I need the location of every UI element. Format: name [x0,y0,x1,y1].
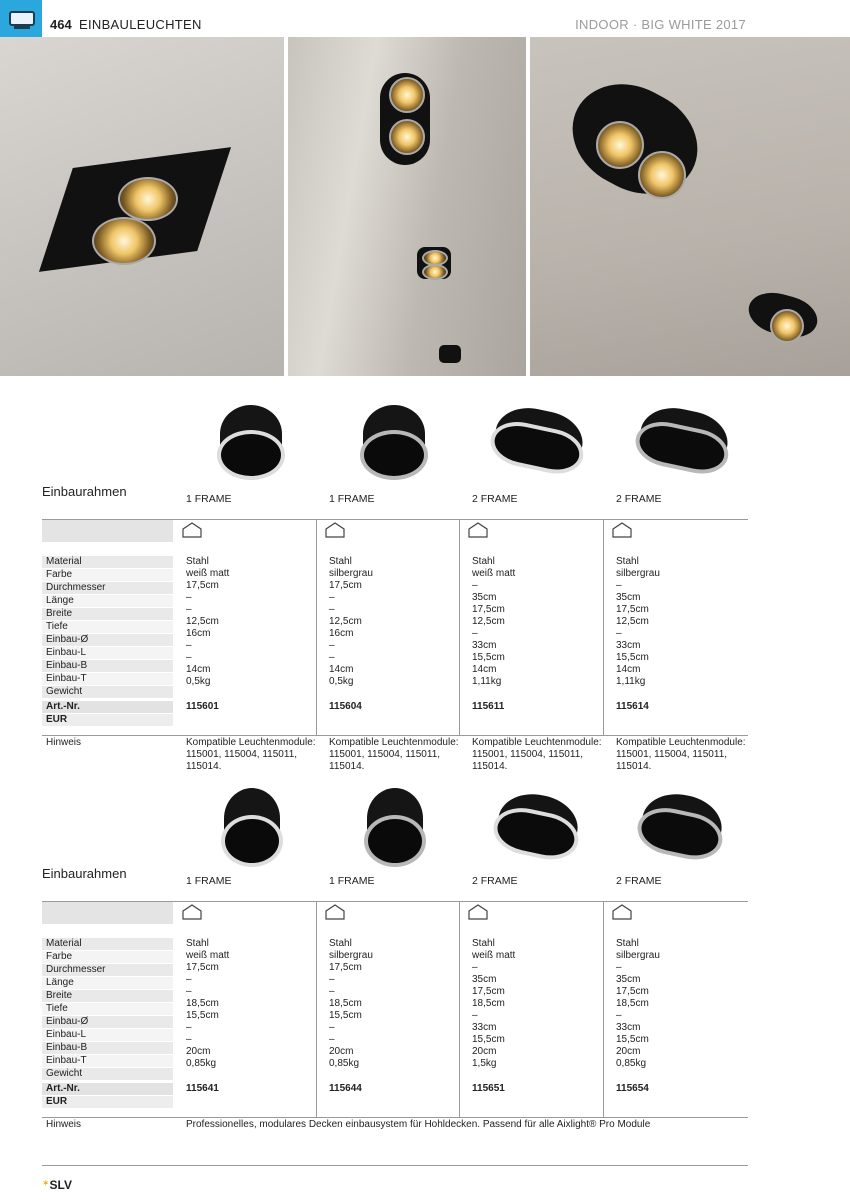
hint-text: Kompatible Leuchtenmodule: 115001, 115004, 115011, 115014. [329,737,459,772]
spec-value: – [329,1034,335,1045]
spec-value: – [329,592,335,603]
spec-value: 18,5cm [186,998,219,1009]
spec-value: – [472,580,478,591]
brand-logo [42,1178,72,1192]
spec-value: – [616,962,622,973]
spec-value: 33cm [616,640,641,651]
column-divider [316,519,317,735]
hint-label: Hinweis [46,1119,82,1130]
house-outline-icon [325,522,345,538]
spec-value: 16cm [186,628,211,639]
spec-value: – [616,580,622,591]
spec-label: Länge [42,977,173,990]
spec-value: Stahl [329,938,352,949]
art-nr-value: 115654 [616,1083,649,1094]
spec-value: 18,5cm [472,998,505,1009]
divider [42,1117,748,1118]
art-nr-value: 115651 [472,1083,505,1094]
column-divider [459,519,460,735]
column-divider [459,901,460,1117]
section-title: EINBAULEUCHTEN [79,17,202,32]
eur-label: EUR [42,714,173,727]
spec-value: 20cm [186,1046,211,1057]
divider [42,735,748,736]
ceiling-photo-3 [530,37,850,376]
spec-value: – [616,1010,622,1021]
spec-value: 14cm [616,664,641,675]
spec-value: 12,5cm [329,616,362,627]
spec-value: 35cm [472,592,497,603]
spec-label: Farbe [42,569,173,582]
house-outline-icon [612,904,632,920]
spec-value: – [472,962,478,973]
spec-label: Einbau-B [42,660,173,673]
spec-value: 20cm [472,1046,497,1057]
spec-label: Einbau-Ø [42,1016,173,1029]
spec-value: Stahl [186,938,209,949]
spec-value: 15,5cm [329,1010,362,1021]
frame-label: 1 FRAME [329,493,375,505]
spec-value: 0,5kg [186,676,211,687]
spec-value: 15,5cm [472,1034,505,1045]
spec-value: 18,5cm [329,998,362,1009]
spec-label: Einbau-Ø [42,634,173,647]
column-divider [603,901,604,1117]
hint-text: Kompatible Leuchtenmodule: 115001, 115004, 115011, 115014. [186,737,316,772]
page-number: 464 [50,17,72,32]
spec-value: weiß matt [186,568,230,579]
spec-value: 17,5cm [186,580,219,591]
eur-label: EUR [42,1096,173,1109]
hint-label: Hinweis [46,737,82,748]
spec-value: 16cm [329,628,354,639]
hint-text: Professionelles, modulares Decken einbausystem für Hohldecken. Passend für alle Aixlight® Pro Module [186,1119,651,1130]
spec-value: – [186,640,192,651]
spec-value: – [472,628,478,639]
spec-value: 33cm [472,1022,497,1033]
spec-label: Material [42,938,173,951]
spec-value: 35cm [472,974,497,985]
product-image-115644 [367,788,423,864]
spec-value: 12,5cm [186,616,219,627]
spec-value: 17,5cm [616,604,649,615]
spec-value: 18,5cm [616,998,649,1009]
house-outline-icon [325,904,345,920]
spec-value: – [329,1022,335,1033]
spec-value: 17,5cm [329,962,362,973]
product-image-115641 [224,788,280,864]
footer-divider [42,1165,748,1166]
spec-label: Durchmesser [42,964,173,977]
spec-value: 15,5cm [616,652,649,663]
spec-value: 14cm [329,664,354,675]
spec-value: 12,5cm [472,616,505,627]
monitor-icon [9,11,35,26]
product-image-115601 [220,405,282,477]
spec-column [329,938,373,1070]
art-nr-label: Art.-Nr. [42,701,173,714]
spec-value: Stahl [616,938,639,949]
spec-value: 0,85kg [329,1058,360,1069]
spec-column [472,556,515,688]
spec-value: – [186,652,192,663]
spec-value: 14cm [472,664,497,675]
product-image-115611 [490,401,588,474]
spec-value: 17,5cm [186,962,219,973]
house-outline-icon [468,904,488,920]
spec-value: weiß matt [472,568,516,579]
spec-value: – [329,604,335,615]
ceiling-photo-1 [0,37,284,376]
spec-label: Breite [42,990,173,1003]
spec-value: – [186,1034,192,1045]
spec-value: 12,5cm [616,616,649,627]
spec-value: 35cm [616,974,641,985]
spec-value: 20cm [616,1046,641,1057]
spec-value: 17,5cm [329,580,362,591]
spec-value: weiß matt [472,950,516,961]
frame-label: 1 FRAME [329,875,375,887]
spec-value: 0,5kg [329,676,354,687]
frame-label: 2 FRAME [616,875,662,887]
spec-value: 17,5cm [472,604,505,615]
frame-label: 2 FRAME [472,493,518,505]
spec-column [329,556,373,688]
spec-labels [42,938,173,1081]
spec-value: 1,11kg [472,676,502,687]
art-nr-value: 115614 [616,701,649,712]
spec-value: – [186,986,192,997]
block-2-title: Einbaurahmen [42,866,127,881]
house-outline-icon [182,522,202,538]
spec-value: – [186,604,192,615]
house-outline-icon [182,904,202,920]
spec-value: – [329,640,335,651]
spec-value: – [616,628,622,639]
art-nr-value: 115601 [186,701,219,712]
brand-logo-text: SLV [49,1178,72,1192]
frame-label: 1 FRAME [186,875,232,887]
spec-value: – [186,1022,192,1033]
spec-label: Breite [42,608,173,621]
spec-label: Einbau-T [42,1055,173,1068]
spec-value: – [329,652,335,663]
hint-text: Kompatible Leuchtenmodule: 115001, 115004, 115011, 115014. [472,737,602,772]
spec-value: 0,85kg [616,1058,647,1069]
spec-label: Einbau-T [42,673,173,686]
house-outline-icon [612,522,632,538]
spec-value: – [329,974,335,985]
spec-value: silbergrau [329,568,373,579]
spec-labels [42,556,173,699]
spec-label: Einbau-L [42,1029,173,1042]
spec-value: 17,5cm [616,986,649,997]
frame-label: 1 FRAME [186,493,232,505]
spec-value: Stahl [186,556,209,567]
art-nr-labels [42,1083,173,1109]
star-icon: ✶ [42,1178,50,1188]
spec-value: weiß matt [186,950,230,961]
column-divider [316,901,317,1117]
spec-column [186,938,229,1070]
spec-value: 15,5cm [616,1034,649,1045]
spec-value: Stahl [616,556,639,567]
spec-label: Farbe [42,951,173,964]
spec-value: 35cm [616,592,641,603]
spec-label: Tiefe [42,1003,173,1016]
product-image-115604 [363,405,425,477]
spec-column [472,938,515,1070]
spec-value: – [186,974,192,985]
art-nr-value: 115644 [329,1083,362,1094]
house-outline-icon [468,522,488,538]
column-divider [603,519,604,735]
product-image-115654 [637,787,727,860]
spec-value: 1,11kg [616,676,646,687]
art-nr-value: 115641 [186,1083,219,1094]
spec-label: Durchmesser [42,582,173,595]
spec-value: 14cm [186,664,211,675]
catalog-title: INDOOR · BIG WHITE 2017 [575,17,746,32]
spec-column [616,938,660,1070]
spec-value: 1,5kg [472,1058,497,1069]
spec-value: silbergrau [329,950,373,961]
spec-label: Material [42,556,173,569]
spec-label: Gewicht [42,686,173,699]
spec-value: 33cm [616,1022,641,1033]
spec-value: Stahl [329,556,352,567]
frame-label: 2 FRAME [472,875,518,887]
spec-value: – [329,986,335,997]
spec-label: Länge [42,595,173,608]
spec-value: – [186,592,192,603]
spec-label: Einbau-L [42,647,173,660]
label-header-box [42,902,173,924]
spec-column [616,556,660,688]
spec-value: 33cm [472,640,497,651]
label-header-box [42,520,173,542]
product-image-115614 [635,401,733,474]
art-nr-label: Art.-Nr. [42,1083,173,1096]
spec-value: Stahl [472,938,495,949]
product-image-115651 [493,787,583,860]
spec-value: 15,5cm [472,652,505,663]
ceiling-photo-2 [288,37,526,376]
hint-text: Kompatible Leuchtenmodule: 115001, 115004, 115011, 115014. [616,737,746,772]
spec-value: – [472,1010,478,1021]
spec-value: 20cm [329,1046,354,1057]
spec-value: 17,5cm [472,986,505,997]
spec-label: Gewicht [42,1068,173,1081]
art-nr-value: 115604 [329,701,362,712]
spec-label: Einbau-B [42,1042,173,1055]
spec-value: silbergrau [616,950,660,961]
frame-label: 2 FRAME [616,493,662,505]
page-tab [0,0,42,37]
spec-value: Stahl [472,556,495,567]
spec-label: Tiefe [42,621,173,634]
spec-value: 15,5cm [186,1010,219,1021]
art-nr-value: 115611 [472,701,505,712]
spec-column [186,556,229,688]
block-1-title: Einbaurahmen [42,484,127,499]
spec-value: silbergrau [616,568,660,579]
spec-value: 0,85kg [186,1058,217,1069]
art-nr-labels [42,701,173,727]
